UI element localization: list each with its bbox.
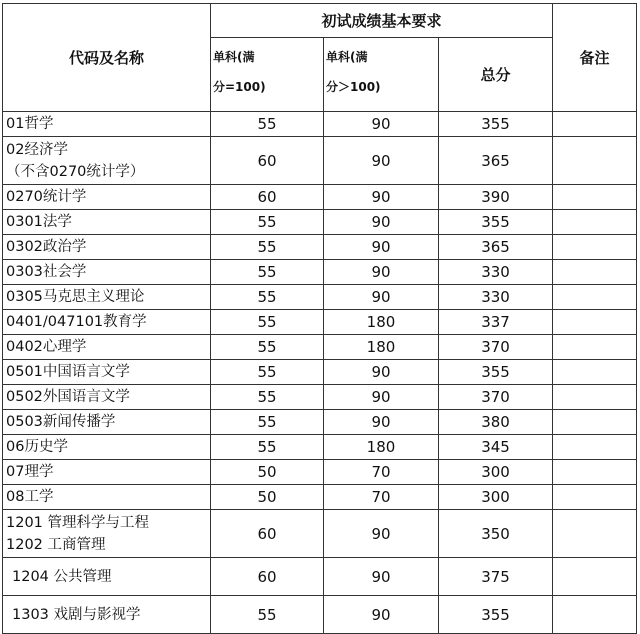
cell-note — [553, 435, 637, 460]
table-row — [3, 335, 637, 360]
cell-total: 330 — [439, 260, 553, 285]
cell-discipline-name — [3, 185, 211, 210]
cell-discipline-name — [3, 285, 211, 310]
cell-single-100: 55 — [211, 435, 324, 460]
cell-single-over-100: 90 — [324, 137, 439, 185]
cell-note — [553, 185, 637, 210]
discipline-name-line: 0301法学 — [6, 214, 72, 230]
cell-single-100: 55 — [211, 360, 324, 385]
discipline-name-line: 08工学 — [6, 489, 54, 505]
cell-note — [553, 335, 637, 360]
cell-single-over-100: 90 — [324, 210, 439, 235]
discipline-name-line: 0303社会学 — [6, 264, 87, 280]
cell-single-100: 60 — [211, 510, 324, 558]
cell-single-100: 55 — [211, 210, 324, 235]
cell-discipline-name — [3, 558, 211, 596]
cell-discipline-name — [3, 510, 211, 558]
discipline-name-line: 0401/047101教育学 — [6, 314, 147, 330]
cell-note — [553, 596, 637, 634]
cell-note — [553, 285, 637, 310]
cell-discipline-name — [3, 460, 211, 485]
table-row — [3, 435, 637, 460]
header-single2-line2: 分＞100) — [326, 80, 381, 94]
cell-discipline-name — [3, 260, 211, 285]
cell-single-100: 55 — [211, 112, 324, 137]
table-row — [3, 596, 637, 634]
cell-single-over-100: 90 — [324, 112, 439, 137]
table-row — [3, 360, 637, 385]
cell-single-100: 60 — [211, 185, 324, 210]
cell-total: 390 — [439, 185, 553, 210]
discipline-name-line: 02经济学 — [6, 141, 68, 158]
cell-note — [553, 410, 637, 435]
cell-note — [553, 137, 637, 185]
cell-total: 370 — [439, 335, 553, 360]
cell-total: 355 — [439, 112, 553, 137]
cell-single-over-100: 180 — [324, 435, 439, 460]
cell-single-100: 55 — [211, 385, 324, 410]
cell-total: 350 — [439, 510, 553, 558]
cell-discipline-name — [3, 137, 211, 185]
cell-note — [553, 310, 637, 335]
cell-single-100: 50 — [211, 460, 324, 485]
cell-note — [553, 385, 637, 410]
header-note: 备注 — [553, 4, 637, 112]
cell-discipline-name — [3, 335, 211, 360]
cell-single-over-100: 70 — [324, 485, 439, 510]
discipline-name-line: 1202 工商管理 — [6, 536, 106, 553]
discipline-name-line: 01哲学 — [6, 116, 54, 132]
discipline-name-line: 06历史学 — [6, 439, 68, 455]
table-row — [3, 385, 637, 410]
discipline-name-line: 0502外国语言文学 — [6, 389, 130, 405]
discipline-name-line: （不含0270统计学） — [6, 163, 145, 180]
cell-single-over-100: 90 — [324, 410, 439, 435]
cell-total: 380 — [439, 410, 553, 435]
score-table-container — [2, 3, 637, 634]
header-code-name: 代码及名称 — [3, 4, 211, 112]
cell-single-100: 60 — [211, 558, 324, 596]
cell-note — [553, 485, 637, 510]
discipline-name-line: 0270统计学 — [6, 189, 87, 205]
cell-note — [553, 460, 637, 485]
table-row — [3, 460, 637, 485]
cell-note — [553, 360, 637, 385]
table-row — [3, 137, 637, 185]
cell-note — [553, 558, 637, 596]
table-row — [3, 210, 637, 235]
cell-note — [553, 210, 637, 235]
cell-total: 300 — [439, 485, 553, 510]
discipline-name-line: 07理学 — [6, 464, 54, 480]
header-single1-line2: 分=100) — [213, 80, 266, 94]
cell-discipline-name — [3, 235, 211, 260]
cell-single-over-100: 90 — [324, 285, 439, 310]
table-row — [3, 310, 637, 335]
cell-single-over-100: 90 — [324, 385, 439, 410]
cell-single-over-100: 90 — [324, 360, 439, 385]
table-row — [3, 558, 637, 596]
header-single-subject-100 — [211, 38, 324, 112]
cell-single-over-100: 180 — [324, 310, 439, 335]
table-row — [3, 485, 637, 510]
cell-discipline-name — [3, 596, 211, 634]
header-total: 总分 — [439, 38, 553, 112]
cell-total: 345 — [439, 435, 553, 460]
cell-discipline-name — [3, 385, 211, 410]
cell-note — [553, 235, 637, 260]
header-single2-line1: 单科(满 — [326, 50, 368, 64]
discipline-name-line: 0503新闻传播学 — [6, 414, 116, 430]
cell-single-100: 55 — [211, 410, 324, 435]
cell-discipline-name — [3, 410, 211, 435]
header-group-initial-exam: 初试成绩基本要求 — [211, 4, 553, 38]
cell-discipline-name — [3, 360, 211, 385]
cell-single-100: 50 — [211, 485, 324, 510]
cell-total: 300 — [439, 460, 553, 485]
cell-discipline-name — [3, 112, 211, 137]
header-single1-line1: 单科(满 — [213, 50, 255, 64]
cell-total: 355 — [439, 360, 553, 385]
cell-total: 355 — [439, 596, 553, 634]
cell-single-100: 55 — [211, 310, 324, 335]
cell-total: 337 — [439, 310, 553, 335]
cell-total: 370 — [439, 385, 553, 410]
table-row — [3, 285, 637, 310]
cell-discipline-name — [3, 485, 211, 510]
cell-total: 355 — [439, 210, 553, 235]
discipline-name-line: 0305马克思主义理论 — [6, 289, 145, 305]
cell-single-over-100: 90 — [324, 596, 439, 634]
cell-single-over-100: 90 — [324, 510, 439, 558]
cell-discipline-name — [3, 310, 211, 335]
cell-total: 375 — [439, 558, 553, 596]
cell-single-over-100: 90 — [324, 235, 439, 260]
cell-single-over-100: 180 — [324, 335, 439, 360]
discipline-name-line: 0302政治学 — [6, 239, 87, 255]
cell-single-over-100: 70 — [324, 460, 439, 485]
discipline-name-line: 1201 管理科学与工程 — [6, 514, 150, 531]
cell-discipline-name — [3, 435, 211, 460]
table-row — [3, 112, 637, 137]
header-single-subject-over-100 — [324, 38, 439, 112]
discipline-name-line: 0501中国语言文学 — [6, 364, 130, 380]
table-row — [3, 185, 637, 210]
cell-single-100: 55 — [211, 235, 324, 260]
discipline-name-line: 0402心理学 — [6, 339, 87, 355]
table-row — [3, 235, 637, 260]
cell-single-100: 55 — [211, 260, 324, 285]
table-row — [3, 410, 637, 435]
cell-total: 365 — [439, 137, 553, 185]
score-requirements-table — [2, 3, 637, 634]
discipline-name-line: 1204 公共管理 — [12, 568, 112, 585]
cell-single-over-100: 90 — [324, 558, 439, 596]
cell-single-over-100: 90 — [324, 260, 439, 285]
cell-single-100: 55 — [211, 335, 324, 360]
cell-total: 330 — [439, 285, 553, 310]
table-row — [3, 260, 637, 285]
cell-total: 365 — [439, 235, 553, 260]
cell-single-100: 60 — [211, 137, 324, 185]
cell-single-100: 55 — [211, 596, 324, 634]
cell-discipline-name — [3, 210, 211, 235]
table-body — [3, 112, 637, 634]
discipline-name-line: 1303 戏剧与影视学 — [12, 606, 141, 623]
cell-single-over-100: 90 — [324, 185, 439, 210]
cell-note — [553, 112, 637, 137]
cell-note — [553, 260, 637, 285]
table-row — [3, 510, 637, 558]
cell-note — [553, 510, 637, 558]
cell-single-100: 55 — [211, 285, 324, 310]
